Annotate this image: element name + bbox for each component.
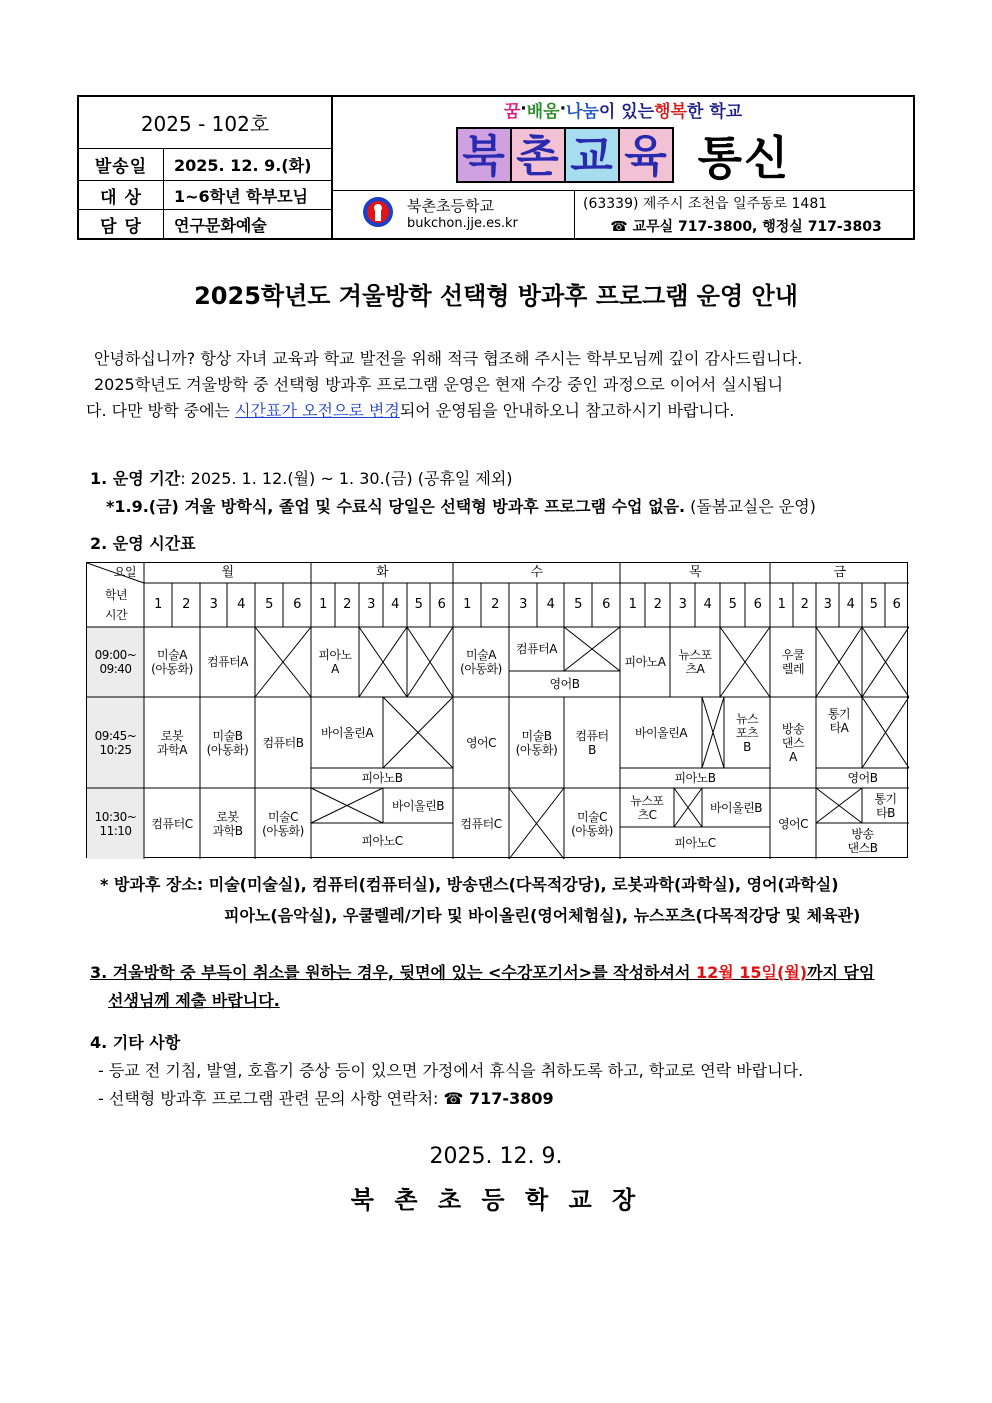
class-cell: 바이올린A <box>320 725 374 740</box>
time-slot-label: 09:45~ 10:25 <box>94 728 137 757</box>
grade-header: 1 <box>154 597 162 612</box>
section-timetable: 2. 운영 시간표 <box>90 534 196 553</box>
day-header: 월 <box>221 565 234 580</box>
section-cancel: 3. 겨울방학 중 부득이 취소를 원하는 경우, 뒷면에 있는 <수강포기서>를 작성하셔서 12월 15일(월)까지 담임 <box>90 963 875 982</box>
grade-header: 1 <box>319 597 327 612</box>
intro-line: 2025학년도 겨울방학 중 선택형 방과후 프로그램 운영은 현재 수강 중인 과정으로 이어서 실시됩니 <box>94 375 784 394</box>
intro-line: 안녕하십니까? 항상 자녀 교육과 학교 발전을 위해 적극 협조해 주시는 학부모님께 깊이 감사드립니다. <box>94 349 803 368</box>
class-cell: 피아노A <box>624 655 666 669</box>
class-cell: 뉴스포 츠C <box>630 793 664 822</box>
grade-header: 2 <box>653 597 662 612</box>
grade-header: 5 <box>414 597 423 612</box>
class-cell: 미술C (아동화) <box>262 809 304 838</box>
grade-header: 4 <box>703 597 712 612</box>
class-cell: 피아노C <box>361 834 403 848</box>
school-slogan: 꿈 · 배움 · 나눔 이 있는 행복 한 학교 <box>503 99 743 122</box>
send-date-label: 발송일 <box>94 157 148 177</box>
class-cell: 뉴스포 츠A <box>678 648 712 676</box>
target-label: 대 상 <box>100 187 142 208</box>
period-note: *1.9.(금) 겨울 방학식, 졸업 및 수료식 당일은 선택형 방과후 프로그램 수업 없음. (돌봄교실은 운영) <box>106 497 816 516</box>
section-period: 1. 운영 기간: 2025. 1. 12.(월) ~ 1. 30.(금) (공휴일 제외) <box>90 469 513 488</box>
grade-header: 6 <box>293 597 301 612</box>
grade-header: 5 <box>574 597 582 612</box>
grade-header: 6 <box>892 597 901 612</box>
time-slot-label: 10:30~ 11:10 <box>94 809 137 838</box>
grade-header: 6 <box>437 597 446 612</box>
corner-grade-label: 학년 <box>104 588 128 602</box>
grade-header: 6 <box>602 597 610 612</box>
class-cell: 방송 댄스B <box>847 827 878 855</box>
class-cell: 통기 타B <box>874 791 897 820</box>
title-block: 육 <box>618 127 674 183</box>
grade-header: 4 <box>846 597 855 612</box>
grade-header: 4 <box>237 597 245 612</box>
grade-header: 3 <box>367 597 375 612</box>
class-cell: 영어B <box>549 677 580 691</box>
title-block: 촌 <box>510 127 566 183</box>
day-header: 목 <box>688 565 702 580</box>
deadline-date: 12월 15일(월) <box>695 963 808 982</box>
title-suffix: 통신 <box>697 131 791 185</box>
grade-header: 1 <box>463 597 471 612</box>
grade-header: 6 <box>753 597 762 612</box>
class-cell: 컴퓨터A <box>516 642 557 656</box>
time-slot-label: 09:00~ 09:40 <box>94 648 137 676</box>
grade-header: 3 <box>519 597 527 612</box>
title-block: 북 <box>456 127 512 183</box>
class-cell: 로봇 과학B <box>212 809 243 838</box>
class-cell: 컴퓨터C <box>151 816 193 831</box>
class-cell: 로봇 과학A <box>157 728 187 757</box>
misc-item-contact: - 선택형 방과후 프로그램 관련 문의 사항 연락처: ☎ 717-3809 <box>98 1089 554 1108</box>
send-date-value: 2025. 12. 9.(화) <box>174 156 312 175</box>
grade-header: 5 <box>728 597 737 612</box>
school-phone: ☎ 교무실 717-3800, 행정실 717-3803 <box>610 219 882 235</box>
class-cell: 컴퓨터B <box>262 735 304 750</box>
day-header: 화 <box>375 565 389 580</box>
class-cell: 컴퓨터 B <box>575 728 609 757</box>
class-cell: 피아노B <box>674 771 716 785</box>
places-note: * 방과후 장소: 미술(미술실), 컴퓨터(컴퓨터실), 방송댄스(다목적강당), 로봇과학(과학실), 영어(과학실) <box>100 875 839 894</box>
principal-signature: 북 촌 초 등 학 교 장 <box>350 1186 642 1214</box>
school-info <box>407 192 567 238</box>
class-cell: 바이올린B <box>391 798 445 813</box>
grade-header: 3 <box>209 597 218 612</box>
corner-time-label: 시간 <box>104 608 128 622</box>
school-name: 북촌초등학교 <box>407 197 494 215</box>
class-cell: 바이올린A <box>634 725 688 740</box>
class-cell: 통기 타A <box>827 707 851 735</box>
class-cell: 우쿨 렐레 <box>781 648 805 676</box>
class-cell: 피아노B <box>361 771 403 785</box>
places-note-cont: 피아노(음악실), 우쿨렐레/기타 및 바이올린(영어체험실), 뉴스포츠(다목적강당 및 체육관) <box>224 906 861 925</box>
grade-header: 2 <box>182 597 190 612</box>
target-value: 1~6학년 학부모님 <box>174 186 308 206</box>
grade-header: 5 <box>265 597 273 612</box>
newsletter-header <box>77 95 915 240</box>
class-cell: 영어C <box>777 816 809 831</box>
section-cancel-cont: 선생님께 제출 바랍니다. <box>108 991 280 1010</box>
section-misc: 4. 기타 사항 <box>90 1033 181 1052</box>
timetable <box>86 562 908 858</box>
class-cell: 방송 댄스 A <box>781 721 805 764</box>
grade-header: 4 <box>391 597 399 612</box>
grade-header: 1 <box>777 597 786 612</box>
grade-header: 5 <box>869 597 878 612</box>
charge-label: 담 당 <box>100 216 142 237</box>
day-header: 수 <box>530 565 543 580</box>
class-cell: 컴퓨터A <box>207 655 248 669</box>
grade-header: 2 <box>800 597 809 612</box>
grade-header: 1 <box>628 597 637 612</box>
day-header: 금 <box>833 565 846 580</box>
school-address: (63339) 제주시 조천읍 일주동로 1481 <box>583 196 828 212</box>
class-cell: 영어C <box>465 735 497 750</box>
grade-header: 2 <box>491 597 499 612</box>
intro-paragraph <box>86 346 912 424</box>
title-block: 교 <box>564 127 620 183</box>
document-title: 2025학년도 겨울방학 선택형 방과후 프로그램 운영 안내 <box>194 282 798 310</box>
class-cell: 영어B <box>847 771 878 785</box>
grade-header: 3 <box>678 597 687 612</box>
newsletter-title <box>333 123 913 187</box>
class-cell: 미술A (아동화) <box>151 648 193 676</box>
class-cell: 미술B (아동화) <box>515 728 558 757</box>
class-cell: 피아노 A <box>318 648 352 676</box>
class-cell: 뉴스 포츠 B <box>735 711 759 754</box>
school-logo-icon <box>361 195 395 229</box>
grade-header: 4 <box>546 597 555 612</box>
school-url[interactable]: bukchon.jje.es.kr <box>407 216 518 231</box>
corner-day-label: 요일 <box>113 565 137 579</box>
grade-header: 2 <box>343 597 351 612</box>
issue-date: 2025. 12. 9. <box>429 1144 563 1169</box>
class-cell: 피아노C <box>674 836 716 850</box>
charge-value: 연구문화예술 <box>174 215 267 235</box>
class-cell: 미술A (아동화) <box>460 648 502 676</box>
intro-line: 다. 다만 방학 중에는 시간표가 오전으로 변경되어 운영됨을 안내하오니 참고하시기 바랍니다. <box>86 401 735 420</box>
class-cell: 컴퓨터C <box>460 816 502 831</box>
class-cell: 미술C (아동화) <box>571 809 613 838</box>
grade-header: 3 <box>823 597 832 612</box>
contact-phone: ☎ 717-3809 <box>443 1089 554 1108</box>
class-cell: 바이올린B <box>709 800 763 815</box>
issue-number: 2025 - 102호 <box>140 112 270 136</box>
misc-item: - 등교 전 기침, 발열, 호흡기 증상 등이 있으면 가정에서 휴식을 취하도록 하고, 학교로 연락 바랍니다. <box>98 1061 804 1080</box>
class-cell: 미술B (아동화) <box>206 728 249 757</box>
schedule-change-note: 시간표가 오전으로 변경 <box>235 401 400 420</box>
